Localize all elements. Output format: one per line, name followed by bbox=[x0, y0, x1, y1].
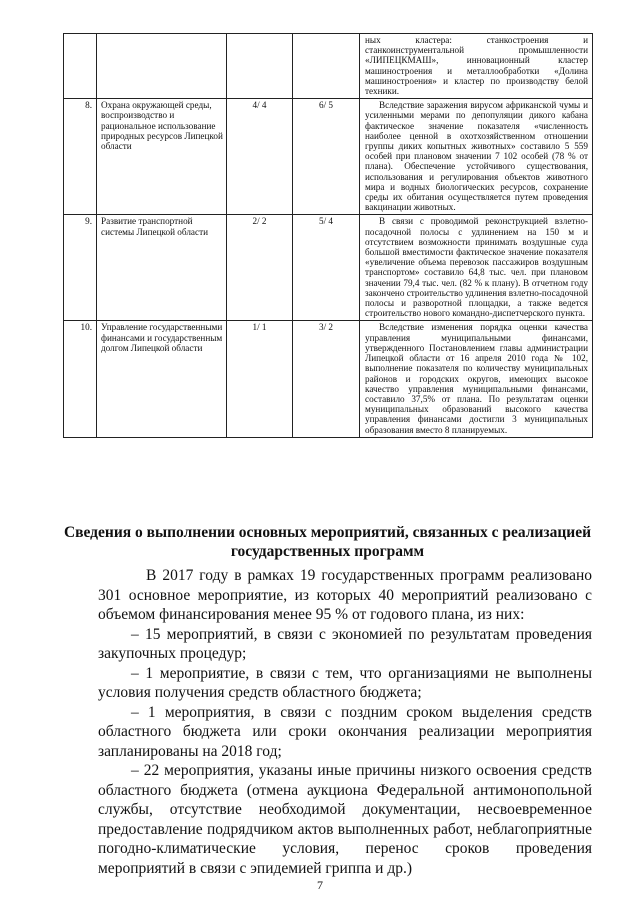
page-number: 7 bbox=[317, 878, 323, 892]
program-name: Охрана окружающей среды, воспроизводство и рациональное использование природных ресурсов Липецкой области bbox=[97, 99, 227, 215]
row-number: 9. bbox=[64, 215, 97, 321]
row-number bbox=[64, 34, 97, 99]
program-name: Управление государственными финансами и государственным долгом Липецкой области bbox=[97, 321, 227, 437]
row-description: В связи с проводимой реконструкцией взлетно-посадочной полосы с удлинением на 150 м и отсутствием возможности принимать воздушные суда большой вместимости фактическое значение показателя «увеличение объема перевозок пассажиров воздушным транспортом» составило 64,8 тыс. чел. при плановом значении 79,4 тыс. чел. (82 % к плану). В отчетном году закончено строительство удлинения взлетно-посадочной полосы и разворотной площадки, а также ведется строительство нового командно-диспетчерского пункта. bbox=[365, 216, 588, 319]
programs-table-body bbox=[64, 34, 593, 438]
intro-paragraph: В 2017 году в рамках 19 государственных программ реализовано 301 основное мероприятие, из которых 40 мероприятий реализовано с объемом финансирования менее 95 % от годового плана, из них: bbox=[98, 567, 592, 623]
row-description: Вследствие заражения вирусом африканской чумы и усиленными мерами по депопуляции дикого кабана фактическое значение показателя «численность наиболее ценной в охотхозяйственном отношении группы диких копытных животных» составило 5 559 особей при плановом значении 7 102 особей (78 % от плана). Обеспечение устойчивого существования, использования и регулирования объектов животного мира и водных биологических ресурсов, сохранение среды их обитания осуществляется путем проведения вакцинации животных. bbox=[365, 100, 588, 213]
row-description-cell bbox=[360, 99, 593, 215]
row-description-cell bbox=[360, 215, 593, 321]
list-item: – 1 мероприятия, в связи с поздним сроком выделения средств областного бюджета или сроки окончания реализации мероприятия запланированы на 2018 год; bbox=[98, 703, 592, 760]
table-row bbox=[64, 99, 593, 215]
list-item: – 22 мероприятия, указаны иные причины низкого освоения средств областного бюджета (отмена аукциона Федеральной антимонопольной службы, отсутствие необходимой документации, несвоевременное предоставление подрядчиком актов выполненных работ, неблагоприятные погодно-климатические условия, перенос сроков проведения мероприятий в связи с эпидемией гриппа и др.) bbox=[98, 762, 592, 877]
body-text bbox=[98, 566, 592, 878]
plan-value: 2/ 2 bbox=[227, 215, 293, 321]
program-name: Развитие транспортной системы Липецкой области bbox=[97, 215, 227, 321]
row-number: 10. bbox=[64, 321, 97, 437]
row-description-cell bbox=[360, 321, 593, 437]
table-row bbox=[64, 215, 593, 321]
plan-value: 1/ 1 bbox=[227, 321, 293, 437]
program-name bbox=[97, 34, 227, 99]
fact-value: 5/ 4 bbox=[293, 215, 360, 321]
table-row bbox=[64, 34, 593, 99]
fact-value: 3/ 2 bbox=[293, 321, 360, 437]
plan-value bbox=[227, 34, 293, 99]
row-description-cell bbox=[360, 34, 593, 99]
row-description: Вследствие изменения порядка оценки качества управления муниципальными финансами, утвержденного Постановлением главы администрации Липецкой области от 16 апреля 2010 года № 102, выполнение показателя по количеству муниципальных районов и городских округов, имеющих высокое качество управления муниципальными финансами, составило 37,5% от плана. По результатам оценки муниципальных образований высокого качества управления финансами достигли 3 муниципальных образования вместо 8 планируемых. bbox=[365, 322, 588, 435]
list-item: – 1 мероприятие, в связи с тем, что организациями не выполнены условия получения средств областного бюджета; bbox=[98, 664, 592, 701]
row-number: 8. bbox=[64, 99, 97, 215]
plan-value: 4/ 4 bbox=[227, 99, 293, 215]
row-description: ных кластера: станкостроения и станкоинструментальной промышленности «ЛИПЕЦКМАШ», инновационный кластер машиностроения и металлообработки «Долина машиностроения» и кластер по производству белой техники. bbox=[365, 35, 588, 97]
programs-table bbox=[63, 33, 593, 438]
table-row bbox=[64, 321, 593, 437]
fact-value: 6/ 5 bbox=[293, 99, 360, 215]
section-title: Сведения о выполнении основных мероприятий, связанных с реализацией государственных программ bbox=[63, 524, 592, 560]
fact-value bbox=[293, 34, 360, 99]
list-item: – 15 мероприятий, в связи с экономией по результатам проведения закупочных процедур; bbox=[98, 625, 592, 662]
